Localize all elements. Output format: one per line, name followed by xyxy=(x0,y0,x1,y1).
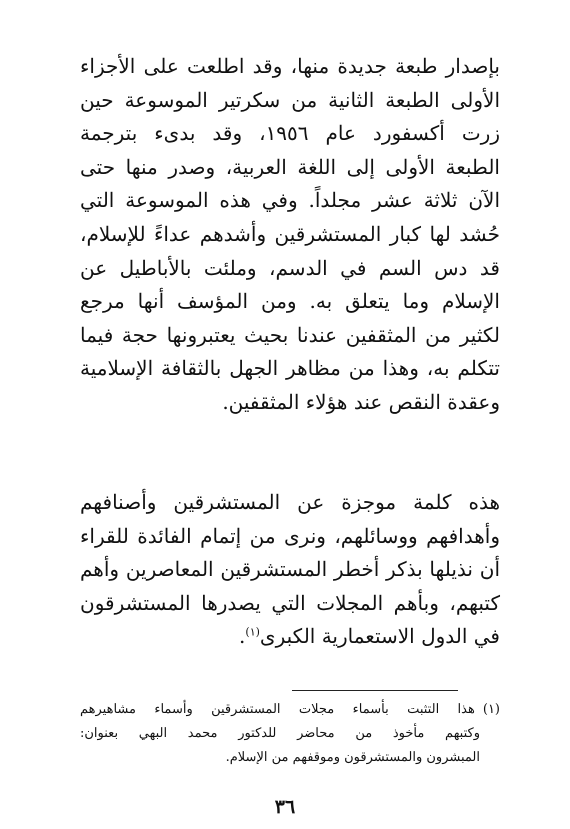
text-segment: في الدول الاستعمارية الكبرى xyxy=(259,624,500,649)
footnote-text: هذا التثبت بأسماء مجلات المستشرقين وأسماء مشاهيرهم xyxy=(80,702,475,717)
text-line: الأولى الطبعة الثانية من سكرتير الموسوعة حين xyxy=(80,87,500,112)
text-line: هذه كلمة موجزة عن المستشرقين وأصنافهم xyxy=(80,490,500,514)
paragraph-2 xyxy=(80,486,500,654)
footnote-line xyxy=(80,698,500,722)
footnote-line: وكتبهم مأخوذ من محاضر للدكتور محمد البهي بعنوان: xyxy=(80,726,480,741)
text-line: زرت أكسفورد عام ١٩٥٦، وقد بدىء بترجمة xyxy=(80,121,500,146)
page-number: ٣٦ xyxy=(274,796,296,818)
footnote xyxy=(80,698,500,770)
text-line: الآن ثلاثة عشر مجلداً. وفي هذه الموسوعة التي xyxy=(80,188,500,213)
text-line: الطبعة الأولى إلى اللغة العربية، وصدر منها حتى xyxy=(80,154,500,179)
text-line: قد دس السم في الدسم، وملئت بالأباطيل عن xyxy=(80,255,500,280)
text-line: حُشد لها كبار المستشرقين وأشدهم عداءً للإسلام، xyxy=(80,221,500,246)
paragraph-1 xyxy=(80,50,500,420)
text-line: وعقدة النقص عند هؤلاء المثقفين. xyxy=(222,389,500,414)
text-line: وأهدافهم ووسائلهم، ونرى من إتمام الفائدة للقراء xyxy=(80,523,500,548)
sentence-end: . xyxy=(239,624,246,649)
text-line: بإصدار طبعة جديدة منها، وقد اطلعت على الأجزاء xyxy=(80,54,500,78)
footnote-divider xyxy=(292,690,458,691)
text-line: الإسلام وما يتعلق به. ومن المؤسف أنها مرجع xyxy=(80,289,500,314)
footnote-reference[interactable]: (١) xyxy=(245,625,260,639)
text-line: لكثير من المثقفين عندنا بحيث يعتبرونها حجة فيما xyxy=(80,322,500,347)
text-line: أن نذيلها بذكر أخطر المستشرقين المعاصرين وأهم xyxy=(80,557,500,582)
footnote-marker: (١) xyxy=(482,702,500,717)
text-line: تتكلم به، وهذا من مظاهر الجهل بالثقافة الإسلامية xyxy=(80,356,500,381)
text-line xyxy=(80,620,500,654)
footnote-line: المبشرون والمستشرقون وموقفهم من الإسلام. xyxy=(225,750,480,765)
text-line: كتبهم، وبأهم المجلات التي يصدرها المستشرقون xyxy=(80,590,500,615)
